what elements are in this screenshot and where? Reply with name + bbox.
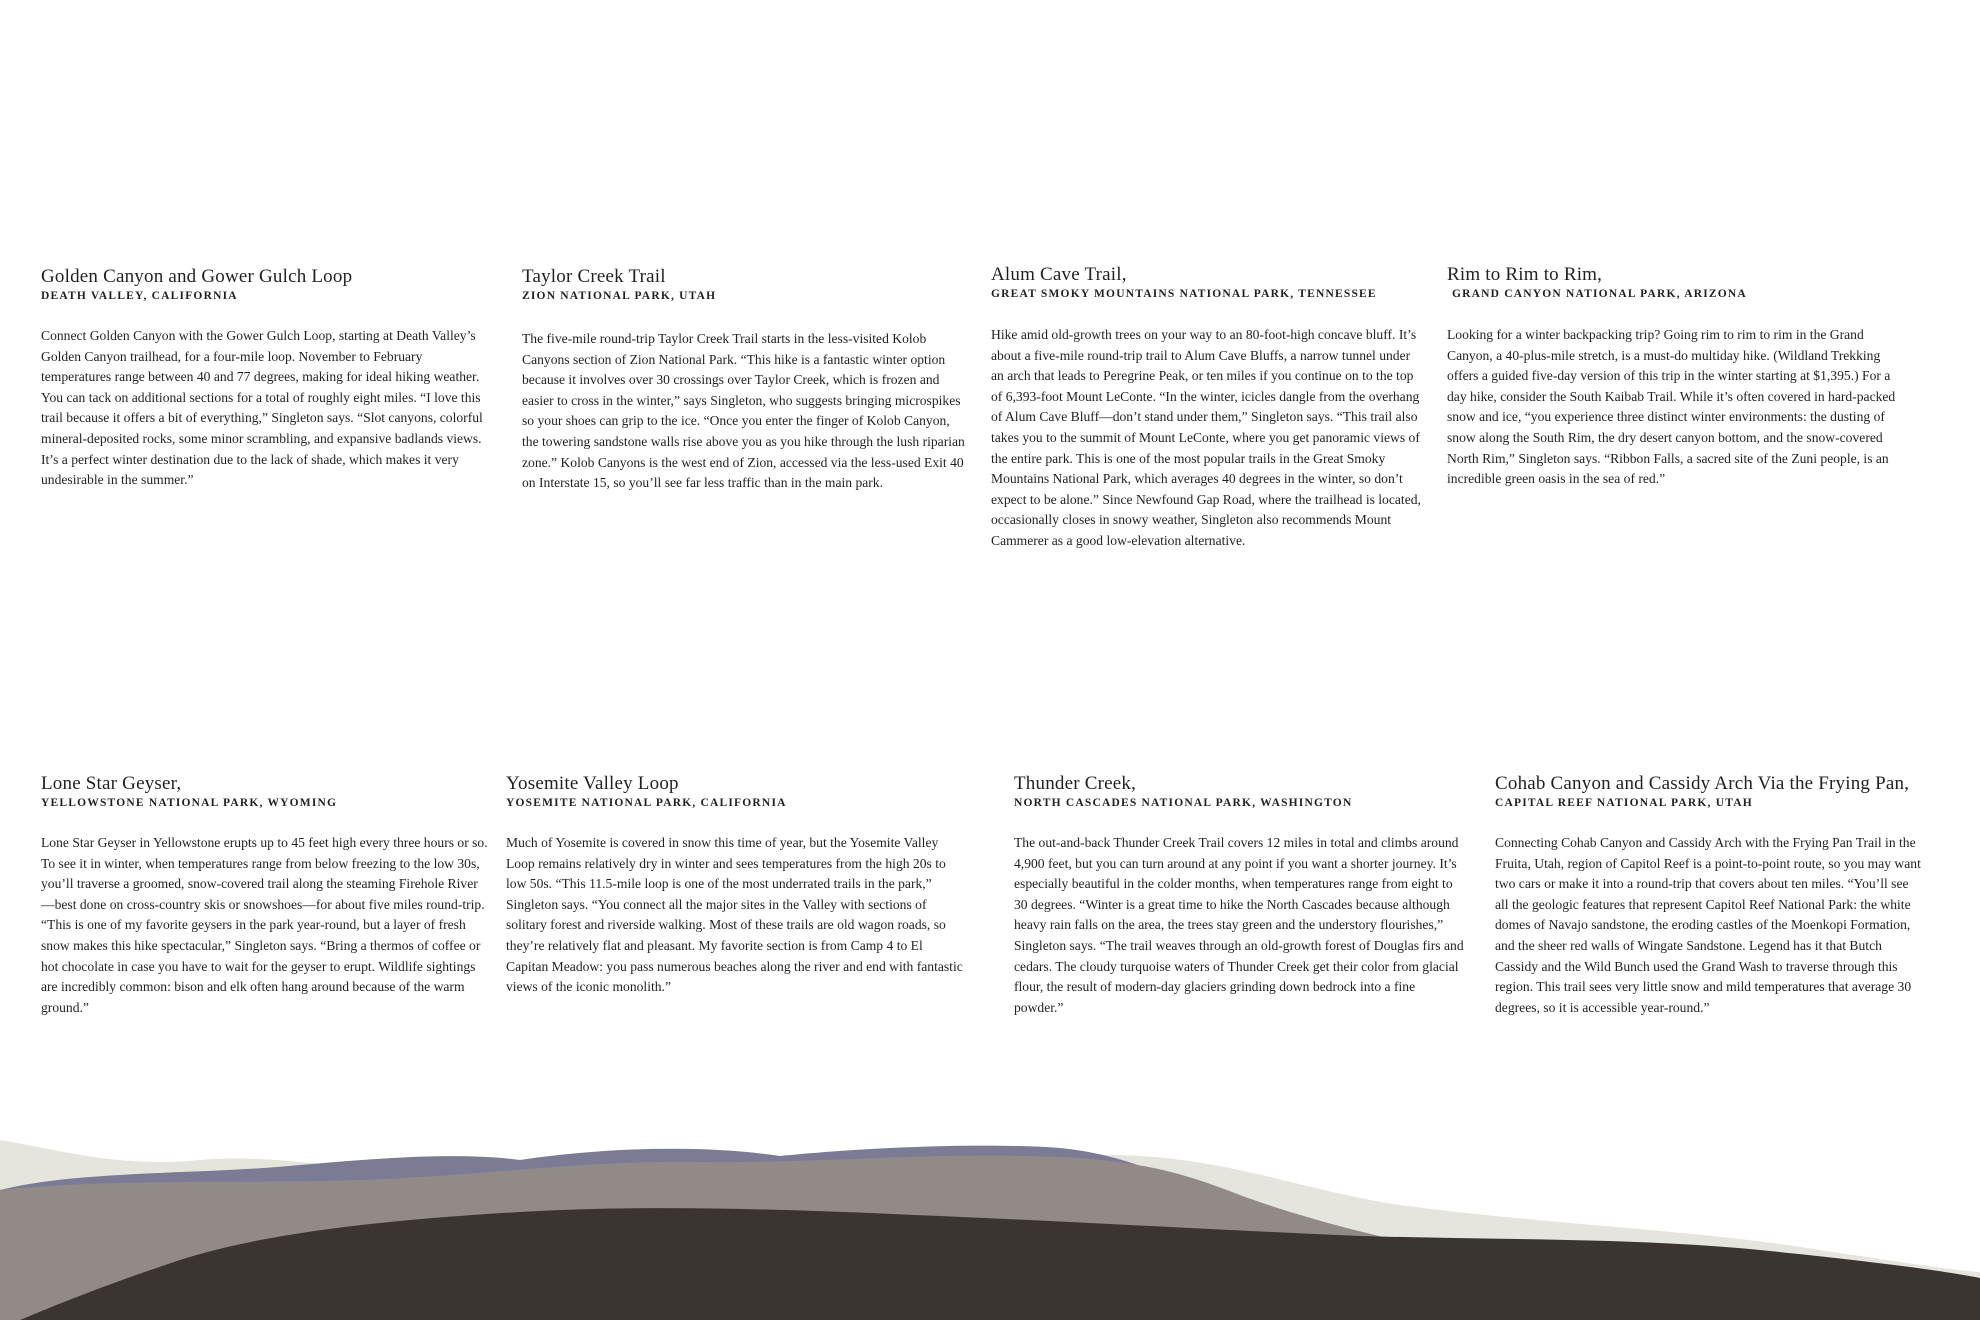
trail-title: Taylor Creek Trail (522, 266, 666, 287)
trail-description: Looking for a winter backpacking trip? Going rim to rim to rim in the Grand Canyon, a 40-plus-mile stretch, is a must-do multiday hike. (Wildland Trekking offers a guided five-day version of this trip in the winter starting at $1,395.) For a day hike, consider the South Kaibab Trail. While it’s often covered in hard-packed snow and ice, “you experience three distinct winter environments: the dusting of snow along the South Rim, the dry desert canyon bottom, and the snow-covered North Rim,” Singleton says. “Ribbon Falls, a sacred site of the Zuni people, is an incredible green oasis in the sea of red.” (1447, 327, 1896, 487)
trail-card-alum-cave (991, 264, 1421, 552)
trail-card-thunder-creek (1014, 773, 1466, 1018)
trail-card-golden-canyon (41, 266, 491, 491)
trail-location: ZION NATIONAL PARK, UTAH (522, 290, 717, 302)
trail-title: Lone Star Geyser, (41, 773, 182, 794)
trail-description: Connecting Cohab Canyon and Cassidy Arch with the Frying Pan Trail in the Fruita, Utah, region of Capitol Reef is a point-to-point route, so you may want two cars or make it into a round-trip that covers about ten miles. “You’ll see all the geologic features that represent Capitol Reef National Park: the white domes of Navajo sandstone, the eroding castles of the Moenkopi Formation, and the sheer red walls of Wingate Sandstone. Legend has it that Butch Cassidy and the Wild Bunch used the Grand Wash to traverse through this region. This trail sees very little snow and mild temperatures that average 30 degrees, so it is accessible year-round.” (1495, 835, 1921, 1015)
trail-description: Hike amid old-growth trees on your way to an 80-foot-high concave bluff. It’s about a five-mile round-trip trail to Alum Cave Bluffs, a narrow tunnel under an arch that leads to Peregrine Peak, or ten miles if you continue on to the top of 6,393-foot Mount LeConte. “In the winter, icicles dangle from the overhang of Alum Cave Bluff—don’t stand under them,” Singleton says. “This trail also takes you to the summit of Mount LeConte, where you get panoramic views of the entire park. This is one of the most popular trails in the Great Smoky Mountains National Park, which averages 40 degrees in the winter, so don’t expect to be alone.” Since Newfound Gap Road, where the trailhead is located, occasionally closes in snowy weather, Singleton also recommends Mount Cammerer as a good low-elevation alternative. (991, 327, 1421, 548)
trail-description: Connect Golden Canyon with the Gower Gulch Loop, starting at Death Valley’s Golden Canyon trailhead, for a four-mile loop. November to February temperatures range between 40 and 77 degrees, making for ideal hiking weather. You can tack on additional sections for a total of roughly eight miles. “I love this trail because it offers a bit of everything,” Singleton says. “Slot canyons, colorful mineral-deposited rocks, some minor scrambling, and expansive badlands views. It’s a perfect winter destination due to the lack of shade, which makes it very undesirable in the summer.” (41, 328, 483, 488)
trail-location: GREAT SMOKY MOUNTAINS NATIONAL PARK, TENNESSEE (991, 288, 1377, 300)
trail-description: The out-and-back Thunder Creek Trail covers 12 miles in total and climbs around 4,900 feet, but you can turn around at any point if you want a shorter journey. It’s especially beautiful in the colder months, when temperatures range from eight to 30 degrees. “Winter is a great time to hike the North Cascades because although heavy rain falls on the area, the trees stay green and the understory flourishes,” Singleton says. “The trail weaves through an old-growth forest of Douglas firs and cedars. The cloudy turquoise waters of Thunder Creek get their color from glacial flour, the result of modern-day glaciers grinding down bedrock into a fine powder.” (1014, 835, 1464, 1015)
trail-location: CAPITAL REEF NATIONAL PARK, UTAH (1495, 797, 1753, 809)
trail-location: YELLOWSTONE NATIONAL PARK, WYOMING (41, 797, 338, 809)
trail-location: DEATH VALLEY, CALIFORNIA (41, 290, 238, 302)
trail-location: YOSEMITE NATIONAL PARK, CALIFORNIA (506, 797, 787, 809)
trail-location: NORTH CASCADES NATIONAL PARK, WASHINGTON (1014, 797, 1353, 809)
landscape-illustration (0, 1120, 1980, 1320)
trail-description: The five-mile round-trip Taylor Creek Trail starts in the less-visited Kolob Canyons section of Zion National Park. “This hike is a fantastic winter option because it involves over 30 crossings over Taylor Creek, which is frozen and easier to cross in the winter,” says Singleton, who suggests bringing microspikes so your shoes can grip to the ice. “Once you enter the finger of Kolob Canyon, the towering sandstone walls rise above you as you hike through the lush riparian zone.” Kolob Canyons is the west end of Zion, accessed via the less-used Exit 40 on Interstate 15, so you’ll see far less traffic than in the main park. (522, 331, 965, 491)
trail-card-yosemite-valley (506, 773, 966, 998)
trail-title: Rim to Rim to Rim, (1447, 264, 1603, 285)
trail-title: Alum Cave Trail, (991, 264, 1127, 285)
trail-location: GRAND CANYON NATIONAL PARK, ARIZONA (1452, 288, 1747, 300)
trail-description: Lone Star Geyser in Yellowstone erupts up to 45 feet high every three hours or so. To see it in winter, when temperatures range from below freezing to the low 30s, you’ll traverse a groomed, snow-covered trail along the steaming Firehole River—best done on cross-country skis or snowshoes—for about five miles round-trip. “This is one of my favorite geysers in the park year-round, but a layer of fresh snow makes this hike spectacular,” Singleton says. “Bring a thermos of coffee or hot chocolate in case you have to wait for the geyser to erupt. Wildlife sightings are incredibly common: bison and elk often hang around because of the warm ground.” (41, 835, 488, 1015)
trail-title: Thunder Creek, (1014, 773, 1137, 794)
trail-card-rim-to-rim (1447, 264, 1897, 490)
trail-card-cohab-canyon (1495, 773, 1925, 1018)
trail-title: Yosemite Valley Loop (506, 773, 679, 794)
trail-card-lone-star-geyser (41, 773, 491, 1018)
trail-description: Much of Yosemite is covered in snow this time of year, but the Yosemite Valley Loop remains relatively dry in winter and sees temperatures from the high 20s to low 50s. “This 11.5-mile loop is one of the most underrated trails in the park,” Singleton says. “You connect all the major sites in the Valley with sections of solitary forest and riverside walking. Most of these trails are old wagon roads, so they’re relatively flat and pleasant. My favorite section is from Camp 4 to El Capitan Meadow: you pass numerous beaches along the river and end with fantastic views of the iconic monolith.” (506, 835, 963, 995)
trail-card-taylor-creek (522, 266, 968, 494)
trail-title: Golden Canyon and Gower Gulch Loop (41, 266, 353, 287)
trail-title: Cohab Canyon and Cassidy Arch Via the Frying Pan, (1495, 773, 1910, 794)
